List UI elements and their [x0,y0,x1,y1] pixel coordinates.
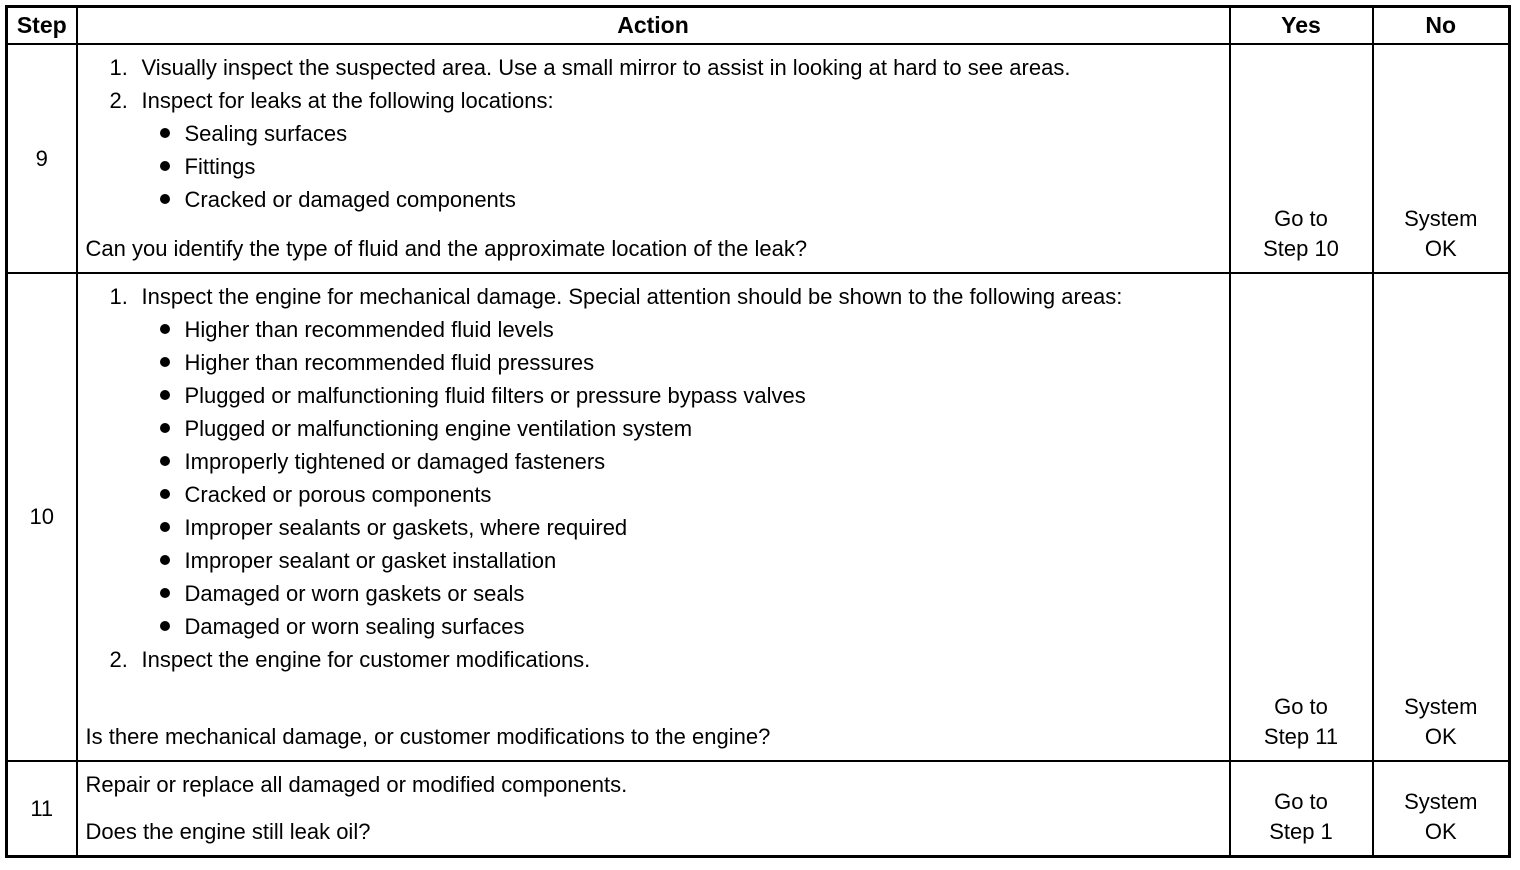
table-row [7,44,1510,273]
action-cell [77,761,1230,857]
bullet-item [86,445,1221,478]
item-text: Plugged or malfunctioning engine ventilation system [184,416,693,441]
no-cell [1373,761,1510,857]
item-text: Higher than recommended fluid levels [184,317,554,342]
bullet-icon [160,390,170,400]
item-text: Inspect the engine for customer modifications. [141,647,591,672]
action-cell [77,44,1230,273]
table-body [7,44,1510,857]
col-header-action: Action [77,7,1230,45]
question-text: Is there mechanical damage, or customer modifications to the engine? [85,724,771,749]
bullet-item [86,412,1221,445]
bullet-icon [160,588,170,598]
item-text: Cracked or porous components [184,482,492,507]
item-text: Damaged or worn gaskets or seals [184,581,525,606]
col-header-step: Step [7,7,77,45]
procedure-table [5,5,1511,858]
bullet-item [86,379,1221,412]
item-text: Fittings [184,154,256,179]
step-cell: 10 [7,273,77,761]
bullet-icon [160,423,170,433]
col-header-no: No [1373,7,1510,45]
no-text-line: System [1404,789,1478,814]
bullet-item [86,478,1221,511]
yes-text-line: Go to [1274,694,1328,719]
action-cell [77,273,1230,761]
item-text: Cracked or damaged components [184,187,516,212]
bullet-icon [160,128,170,138]
no-text-line: OK [1424,819,1457,844]
item-text: Inspect the engine for mechanical damage. Special attention should be shown to the following areas: [141,284,1123,309]
question-text: Does the engine still leak oil? [85,819,371,844]
step-cell: 9 [7,44,77,273]
item-number: 1. [109,284,128,309]
table-row [7,273,1510,761]
no-cell [1373,44,1510,273]
numbered-item [86,84,1221,117]
yes-text-line: Go to [1274,206,1328,231]
bullet-icon [160,522,170,532]
item-text: Improper sealant or gasket installation [184,548,557,573]
bullet-icon [160,194,170,204]
no-text-line: OK [1424,236,1457,261]
question-text: Can you identify the type of fluid and the approximate location of the leak? [85,236,808,261]
yes-text-line: Go to [1274,789,1328,814]
no-text-line: System [1404,694,1478,719]
bullet-icon [160,161,170,171]
yes-cell [1230,273,1373,761]
action-item-list [86,768,1221,801]
header-row [7,7,1510,45]
bullet-icon [160,555,170,565]
yes-cell [1230,761,1373,857]
action-item-list [86,280,1221,676]
item-text: Sealing surfaces [184,121,348,146]
item-text: Improperly tightened or damaged fasteners [184,449,606,474]
bullet-item [86,577,1221,610]
item-text: Inspect for leaks at the following locations: [141,88,554,113]
table-row [7,761,1510,857]
bullet-icon [160,489,170,499]
item-text: Visually inspect the suspected area. Use a small mirror to assist in looking at hard to see areas. [141,55,1071,80]
yes-text-line: Step 1 [1269,819,1333,844]
bullet-item [86,511,1221,544]
bullet-icon [160,357,170,367]
item-number: 2. [109,647,128,672]
col-header-yes: Yes [1230,7,1373,45]
numbered-item [86,51,1221,84]
action-item-list [86,51,1221,216]
no-text-line: System [1404,206,1478,231]
yes-cell [1230,44,1373,273]
bullet-item [86,610,1221,643]
no-text-line: OK [1424,724,1457,749]
yes-text-line: Step 10 [1263,236,1339,261]
item-text: Repair or replace all damaged or modified components. [85,772,628,797]
bullet-item [86,150,1221,183]
bullet-item [86,544,1221,577]
numbered-item [86,643,1221,676]
bullet-item [86,313,1221,346]
item-number: 1. [109,55,128,80]
no-cell [1373,273,1510,761]
bullet-icon [160,456,170,466]
yes-text-line: Step 11 [1263,724,1339,749]
item-text: Higher than recommended fluid pressures [184,350,595,375]
step-cell: 11 [7,761,77,857]
bullet-item [86,117,1221,150]
bullet-item [86,346,1221,379]
item-text: Damaged or worn sealing surfaces [184,614,525,639]
item-text: Plugged or malfunctioning fluid filters or pressure bypass valves [184,383,806,408]
item-text: Improper sealants or gaskets, where required [184,515,628,540]
item-number: 2. [109,88,128,113]
bullet-icon [160,324,170,334]
numbered-item [86,280,1221,313]
bullet-item [86,183,1221,216]
bullet-icon [160,621,170,631]
